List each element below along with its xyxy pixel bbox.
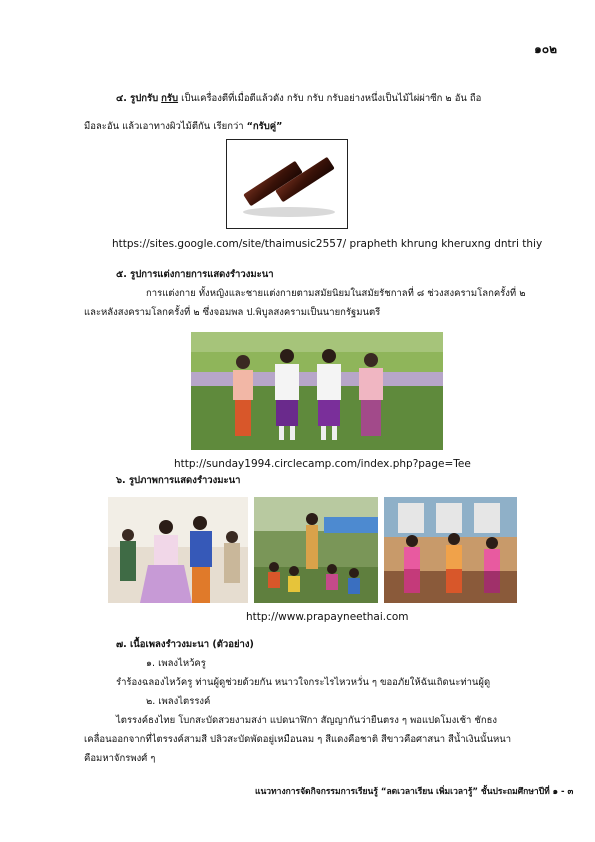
item7-heading: ๗. เนื้อเพลงรำวงมะนา (ตัวอย่าง) — [116, 639, 254, 650]
item4-line2 — [84, 120, 282, 133]
item5-source-url[interactable]: http://sunday1994.circlecamp.com/index.php?page=Tee — [174, 458, 471, 470]
krab-sticks-illustration — [227, 140, 347, 228]
performance-photo-3 — [384, 497, 517, 603]
song2-title: ๒. เพลงไตรรงค์ — [146, 696, 211, 707]
performance-photo-3-illustration — [384, 497, 517, 603]
item4-term: กรับ — [161, 93, 179, 104]
page-number: ๑๐๒ — [534, 42, 557, 56]
item4-text1: เป็นเครื่องตีที่เมื่อตีแล้วดัง กรับ กรับ กรับอย่างหนึ่งเป็นไม้ไผ่ผ่าซีก ๒ อัน ถือ — [181, 93, 482, 104]
item5-text2: และหลังสงครามโลกครั้งที่ ๒ ซึ่งจอมพล ป.พิบูลสงครามเป็นนายกรัฐมนตรี — [84, 307, 381, 318]
song2-line3: คือมหาจักรพงศ์ ๆ — [84, 753, 156, 764]
performance-photo-2-illustration — [254, 497, 378, 603]
item4-number: ๔. รูปกรับ — [116, 93, 159, 104]
item4-line1 — [116, 92, 481, 105]
costume-photo-illustration — [191, 332, 443, 450]
song1-text: รำร้องฉลองไหว้ครู ท่านผู้ดูช่วยด้วยกัน หนาวใจกระไรไหวหวั่น ๆ ขออภัยให้ฉันเถิดนะท่านผู้ดู — [116, 677, 491, 688]
performance-photo-1-illustration — [108, 497, 248, 603]
item5-text1: การแต่งกาย ทั้งหญิงและชายแต่งกายตามสมัยนิยมในสมัยรัชกาลที่ ๘ ช่วงสงครามโลกครั้งที่ ๒ — [146, 288, 526, 299]
item4-text2: มือละอัน แล้วเอาทางผิวไม้ตีกัน เรียกว่า — [84, 121, 247, 132]
item4-quote: “กรับคู่” — [246, 121, 283, 132]
song1-title: ๑. เพลงไหว้ครู — [146, 658, 206, 669]
krab-image — [226, 139, 348, 229]
costume-photo — [191, 332, 443, 450]
item5-heading: ๕. รูปการแต่งกายการแสดงรำวงมะนา — [116, 269, 274, 280]
item6-heading: ๖. รูปภาพการแสดงรำวงมะนา — [116, 475, 241, 486]
song2-line2: เคลื่อนออกจากที่ไตรรงค์สามสี ปลิวสะบัดพัดอยู่เหมือนลม ๆ สีแดงคือชาติ สีขาวคือศาสนา สีน้ำเงินนั้นหนา — [84, 734, 512, 745]
page-footer: แนวทางการจัดกิจกรรมการเรียนรู้ “ลดเวลาเรียน เพิ่มเวลารู้” ชั้นประถมศึกษาปีที่ ๑ - ๓ — [255, 787, 574, 797]
performance-photo-1 — [108, 497, 248, 603]
song2-line1: ไตรรงค์ธงไทย โบกสะบัดสวยงามสง่า แปดนาฬิกา สัญญากันว่ายืนตรง ๆ พอแปดโมงเช้า ชักธง — [116, 715, 498, 726]
item6-source-url[interactable]: http://www.prapayneethai.com — [246, 611, 409, 623]
item4-source-url[interactable]: https://sites.google.com/site/thaimusic2557/ prapheth khrung kheruxng dntri thiy — [112, 238, 543, 250]
performance-photo-2 — [254, 497, 378, 603]
